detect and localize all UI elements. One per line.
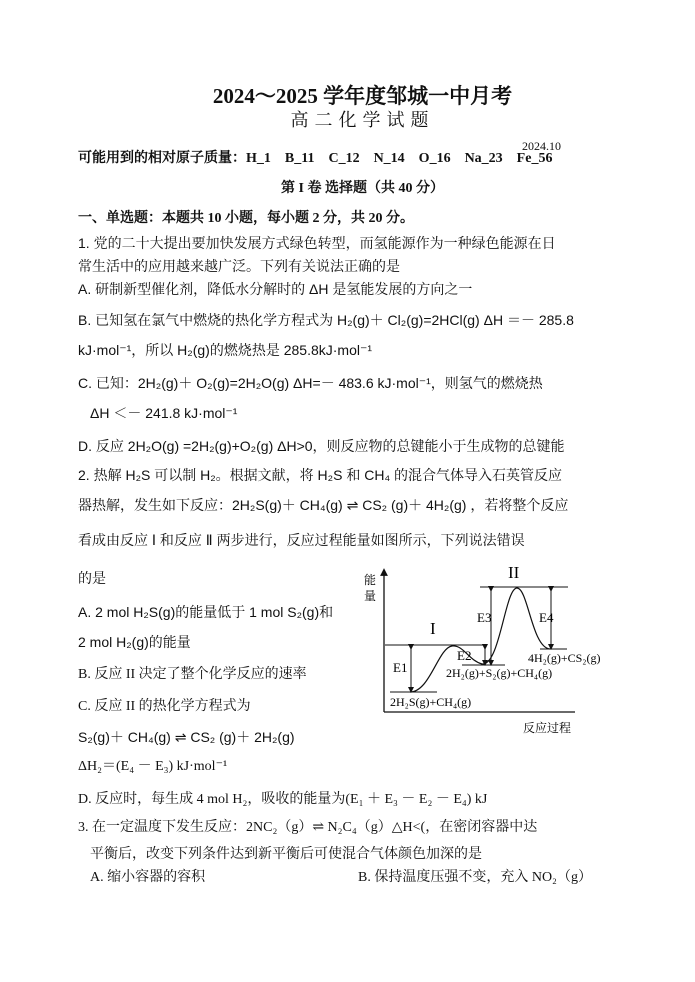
q3-option-a: A. 缩小容器的容积 xyxy=(90,870,206,885)
q1-option-b: kJ·mol⁻¹，所以 H₂(g)的燃烧热是 285.8kJ·mol⁻¹ xyxy=(78,342,373,358)
q2-option-c-enthalpy: ΔH₂＝(E₄ － E₃) kJ·mol⁻¹ xyxy=(78,759,228,774)
q1-option-a: A. 研制新型催化剂，降低水分解时的 ΔH 是氢能发展的方向之一 xyxy=(78,281,473,297)
x-axis-label: 反应过程 xyxy=(523,721,572,735)
q1-option-b: B. 已知氢在氯气中燃烧的热化学方程式为 H₂(g)＋ Cl₂(g)=2HCl(g) ΔH ＝－ 285.8 xyxy=(78,312,574,328)
step-1-label: I xyxy=(430,619,436,638)
part-title: 一、单选题：本题共 10 小题，每小题 2 分，共 20 分。 xyxy=(78,211,414,226)
q1-option-d: D. 反应 2H₂O(g) =2H₂(g)+O₂(g) ΔH>0，则反应物的总键能小于生成物的总键能 xyxy=(78,438,565,454)
step-2-label: II xyxy=(508,563,520,582)
exam-title: 2024～2025 学年度邹城一中月考 xyxy=(212,84,513,108)
q2-option-a: 2 mol H₂(g)的能量 xyxy=(78,634,191,650)
q2-stem: 器热解，发生如下反应：2H₂S(g)＋ CH₄(g) ⇌ CS₂ (g)＋ 4H₂(g) ，若将整个反应 xyxy=(78,497,569,513)
q1-stem: 常生活中的应用越来越广泛。下列有关说法正确的是 xyxy=(78,258,400,274)
q2-stem: 看成由反应 Ⅰ 和反应 Ⅱ 两步进行，反应过程能量如图所示，下列说法错误 xyxy=(78,532,525,548)
q3-option-b: B. 保持温度压强不变，充入 NO₂（g） xyxy=(358,870,592,885)
q1-option-c: ΔH ＜－ 241.8 kJ·mol⁻¹ xyxy=(90,405,238,421)
q1-option-c: C. 已知：2H₂(g)＋ O₂(g)=2H₂O(g) ΔH=－ 483.6 kJ·mol⁻¹，则氢气的燃烧热 xyxy=(78,375,543,391)
reactants-label: 2H₂S(g)+CH₄(g) xyxy=(390,695,472,709)
q2-option-d: D. 反应时，每生成 4 mol H₂，吸收的能量为(E₁ ＋ E₃ － E₂ － E₄) kJ xyxy=(78,792,488,807)
intermediate-label: 2H₂(g)+S₂(g)+CH₄(g) xyxy=(446,666,553,680)
exam-date: 2024.10 xyxy=(522,139,561,153)
y-axis-label: 量 xyxy=(364,589,377,603)
q1-stem: 1. 党的二十大提出要加快发展方式绿色转型，而氢能源作为一种绿色能源在日 xyxy=(78,235,556,251)
e1-label: E1 xyxy=(393,660,408,675)
e3-label: E3 xyxy=(477,610,492,625)
exam-subtitle: 高二化学试题 xyxy=(290,110,435,130)
atomic-masses: 可能用到的相对原子质量：H_1 B_11 C_12 N_14 O_16 Na_23 Fe_56 xyxy=(78,151,553,166)
products-label: 4H₂(g)+CS₂(g) xyxy=(528,651,601,665)
q3-stem: 平衡后，改变下列条件达到新平衡后可使混合气体颜色加深的是 xyxy=(90,847,482,862)
e4-label: E4 xyxy=(539,610,554,625)
q3-stem: 3. 在一定温度下发生反应：2NC₂（g）⇌ N₂C₄（g）△H<(，在密闭容器中达 xyxy=(78,820,538,835)
q2-stem: 的是 xyxy=(78,570,106,586)
q2-option-a: A. 2 mol H₂S(g)的能量低于 1 mol S₂(g)和 xyxy=(78,604,334,620)
y-axis-label: 能 xyxy=(364,573,377,587)
e2-label: E2 xyxy=(457,648,472,663)
q2-stem: 2. 热解 H₂S 可以制 H₂。根据文献，将 H₂S 和 CH₄ 的混合气体导入石英管反应 xyxy=(78,467,563,483)
section-title: 第 I 卷 选择题（共 40 分） xyxy=(281,181,444,196)
q2-option-c: C. 反应 II 的热化学方程式为 xyxy=(78,699,251,714)
energy-diagram xyxy=(360,560,620,740)
q2-option-b: B. 反应 II 决定了整个化学反应的速率 xyxy=(78,667,307,682)
q2-option-c-equation: S₂(g)＋ CH₄(g) ⇌ CS₂ (g)＋ 2H₂(g) xyxy=(78,729,295,745)
